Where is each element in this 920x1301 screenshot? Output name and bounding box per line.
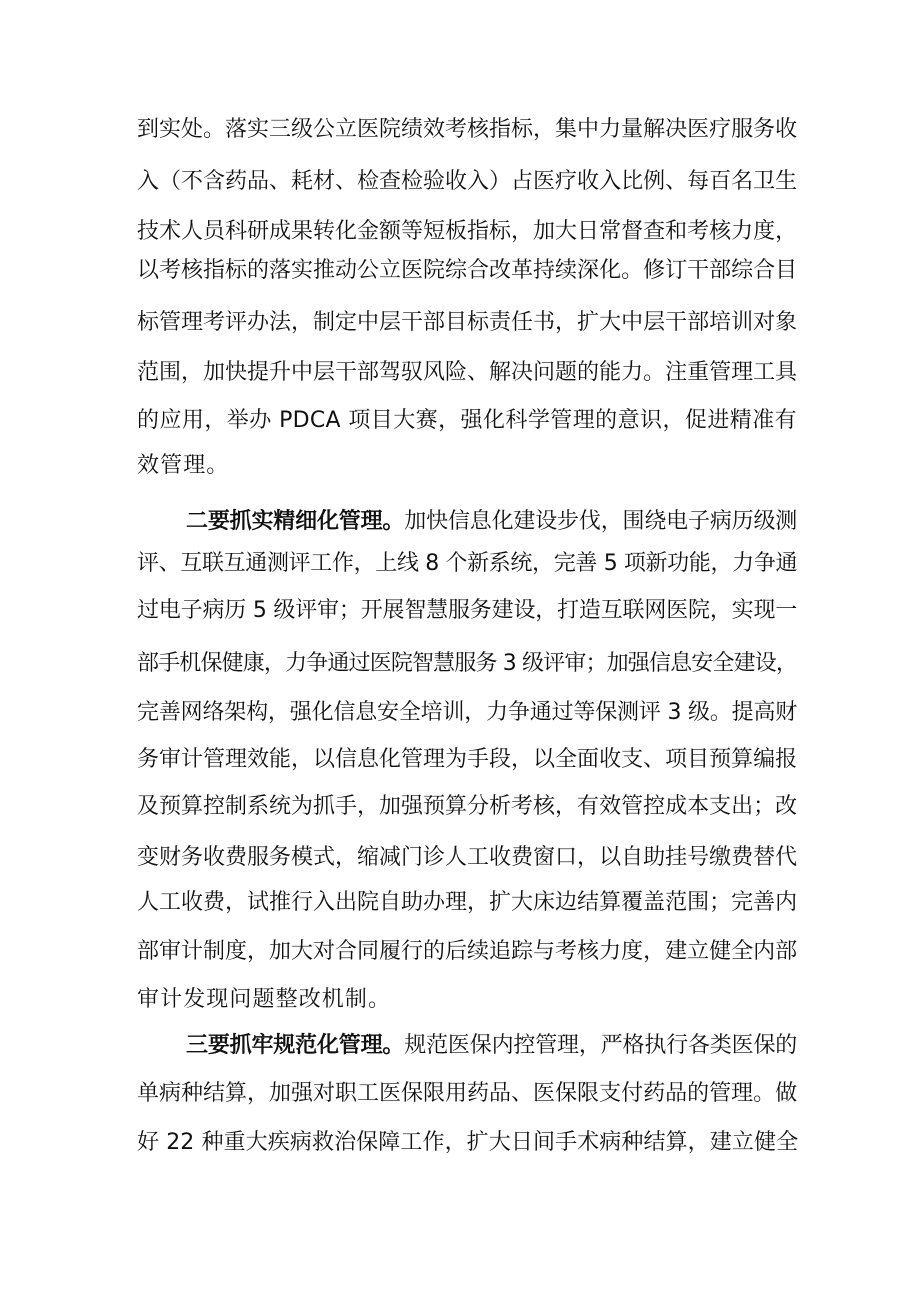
text-run: 规范医保内控管理，严格执行各类医保的 (404, 1033, 797, 1058)
text-line: 过电子病历 5 级评审；开展智慧服务建设，打造互联网医院，实现一 (137, 598, 797, 623)
text-line: 标管理考评办法，制定中层干部目标责任书，扩大中层干部培训对象 (137, 310, 797, 335)
text-line: 以考核指标的落实推动公立医院综合改革持续深化。修订干部综合目 (137, 258, 797, 283)
text-line: 好 22 种重大疾病救治保障工作，扩大日间手术病种结算，建立健全 (137, 1130, 799, 1155)
text-line: 单病种结算，加强对职工医保限用药品、医保限支付药品的管理。做 (137, 1081, 797, 1106)
text-line: 部审计制度，加大对合同履行的后续追踪与考核力度，建立健全内部 (137, 939, 797, 964)
text-line: 到实处。落实三级公立医院绩效考核指标，集中力量解决医疗服务收 (137, 117, 797, 142)
text-line: 审计发现问题整改机制。 (137, 987, 392, 1012)
text-line: 完善网络架构，强化信息安全培训，力争通过等保测评 3 级。提高财 (137, 700, 797, 725)
text-line: 范围，加快提升中层干部驾驭风险、解决问题的能力。注重管理工具 (137, 360, 797, 385)
text-line: 及预算控制系统为抓手，加强预算分析考核，有效管控成本支出；改 (137, 794, 797, 819)
text-line: 的应用，举办 PDCA 项目大赛，强化科学管理的意识，促进精准有 (137, 408, 797, 433)
text-line: 评、互联互通测评工作，上线 8 个新系统，完善 5 项新功能，力争通 (137, 551, 797, 576)
text-line: 部手机保健康，力争通过医院智慧服务 3 级评审；加强信息安全建设， (137, 651, 797, 676)
paragraph-first-line (186, 507, 797, 537)
text-run: 加快信息化建设步伐，围绕电子病历级测 (404, 509, 797, 534)
text-line: 人工收费，试推行入出院自助办理，扩大床边结算覆盖范围；完善内 (137, 890, 797, 915)
text-line: 效管理。 (137, 453, 230, 478)
paragraph-first-line (186, 1031, 797, 1061)
text-line: 技术人员科研成果转化金额等短板指标，加大日常督查和考核力度， (137, 219, 797, 244)
text-line: 入（不含药品、耗材、检查检验收入）占医疗收入比例、每百名卫生 (137, 169, 797, 194)
section-heading: 三要抓牢规范化管理。 (186, 1033, 405, 1058)
text-line: 务审计管理效能，以信息化管理为手段，以全面收支、项目预算编报 (137, 747, 797, 772)
section-heading: 二要抓实精细化管理。 (186, 509, 405, 534)
text-line: 变财务收费服务模式，缩减门诊人工收费窗口，以自助挂号缴费替代 (137, 845, 797, 870)
